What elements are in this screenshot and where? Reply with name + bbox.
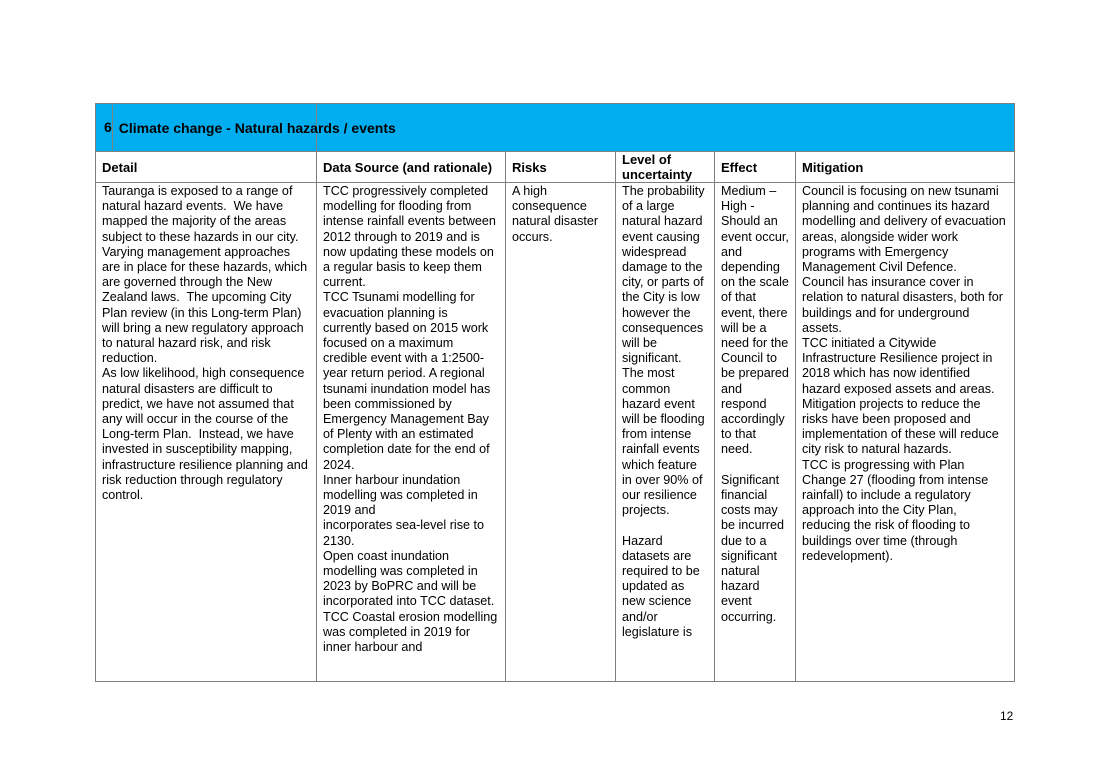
col-header-data-source: Data Source (and rationale) (317, 152, 506, 183)
cell-data-source (317, 183, 506, 682)
cell-risks (506, 183, 616, 682)
cell-effect (715, 183, 796, 682)
col-header-detail: Detail (96, 152, 317, 183)
uncertainty-text: The probability of a large natural hazard event causing widespread damage to the city, or parts of the City is low however the consequences will be significant. The most common hazard event will be flooding from intense rainfall events which feature in over 90% of our resilience projects. Hazard datasets are required to be updated as new science and/or legislature is (622, 184, 705, 639)
col-header-uncertainty: Level of uncertainty (616, 152, 715, 183)
section-number-cell (96, 104, 396, 152)
col-header-risks: Risks (506, 152, 616, 183)
section-header-row (96, 104, 1015, 152)
column-header-row (96, 152, 1015, 183)
risk-table (95, 103, 1015, 682)
detail-text: Tauranga is exposed to a range of natural hazard events. We have mapped the majority of the areas subject to these hazards in our city. Varying management approaches are in place for these hazards, which are governed through the New Zealand laws. The upcoming City Plan review (in this Long-term Plan) will bring a new regulatory approach to natural hazard risk, and risk reduction. As low likelihood, high consequence natural disasters are difficult to predict, we have not assumed that any will occur in the course of the Long-term Plan. Instead, we have invested in susceptibility mapping, infrastructure resilience planning and risk reduction through regulatory control. (102, 184, 308, 503)
section-number: 6 (96, 105, 113, 150)
cell-detail (96, 183, 317, 682)
section-title: Climate change - Natural hazards / events (118, 119, 396, 136)
mitigation-text: Council is focusing on new tsunami planning and continues its hazard modelling and delivery of evacuation areas, alongside wider work programs with Emergency Management Civil Defence. Council has insurance cover in relation to natural disasters, both for buildings and for underground assets. TCC initiated a Citywide Infrastructure Resilience project in 2018 which has now identified hazard exposed assets and areas. Mitigation projects to reduce the risks have been proposed and implementation of these will reduce city risk to natural hazards. TCC is progressing with Plan Change 27 (flooding from intense rainfall) to include a regulatory approach into the City Plan, reducing the risk of flooding to buildings over time (through redevelopment). (802, 184, 1006, 563)
table-row (96, 183, 1015, 682)
risk-table-wrapper (95, 103, 1014, 682)
page-number: 12 (1000, 709, 1014, 723)
col-header-mitigation: Mitigation (796, 152, 1015, 183)
effect-text: Medium – High - Should an event occur, and depending on the scale of that event, there will be a need for the Council to be prepared and respond accordingly to that need. Significant financial costs may be incurred due to a significant natural hazard event occurring. (721, 184, 789, 624)
risks-text: A high consequence natural disaster occurs. (512, 184, 602, 244)
data-source-text: TCC progressively completed modelling for flooding from intense rainfall events between 2012 through to 2019 and is now updating these models on a regular basis to keep them current. TCC Tsunami modelling for evacuation planning is currently based on 2015 work focused on a maximum credible event with a 1:2500-year return period. A regional tsunami inundation model has been commissioned by Emergency Management Bay of Plenty with an estimated completion date for the end of 2024. Inner harbour inundation modelling was completed in 2019 and incorporates sea-level rise to 2130. Open coast inundation modelling was completed in 2023 by BoPRC and will be incorporated into TCC dataset. TCC Coastal erosion modelling was completed in 2019 for inner harbour and (323, 184, 498, 655)
section-header-fill (317, 104, 1015, 152)
cell-uncertainty (616, 183, 715, 682)
cell-mitigation (796, 183, 1015, 682)
col-header-effect: Effect (715, 152, 796, 183)
